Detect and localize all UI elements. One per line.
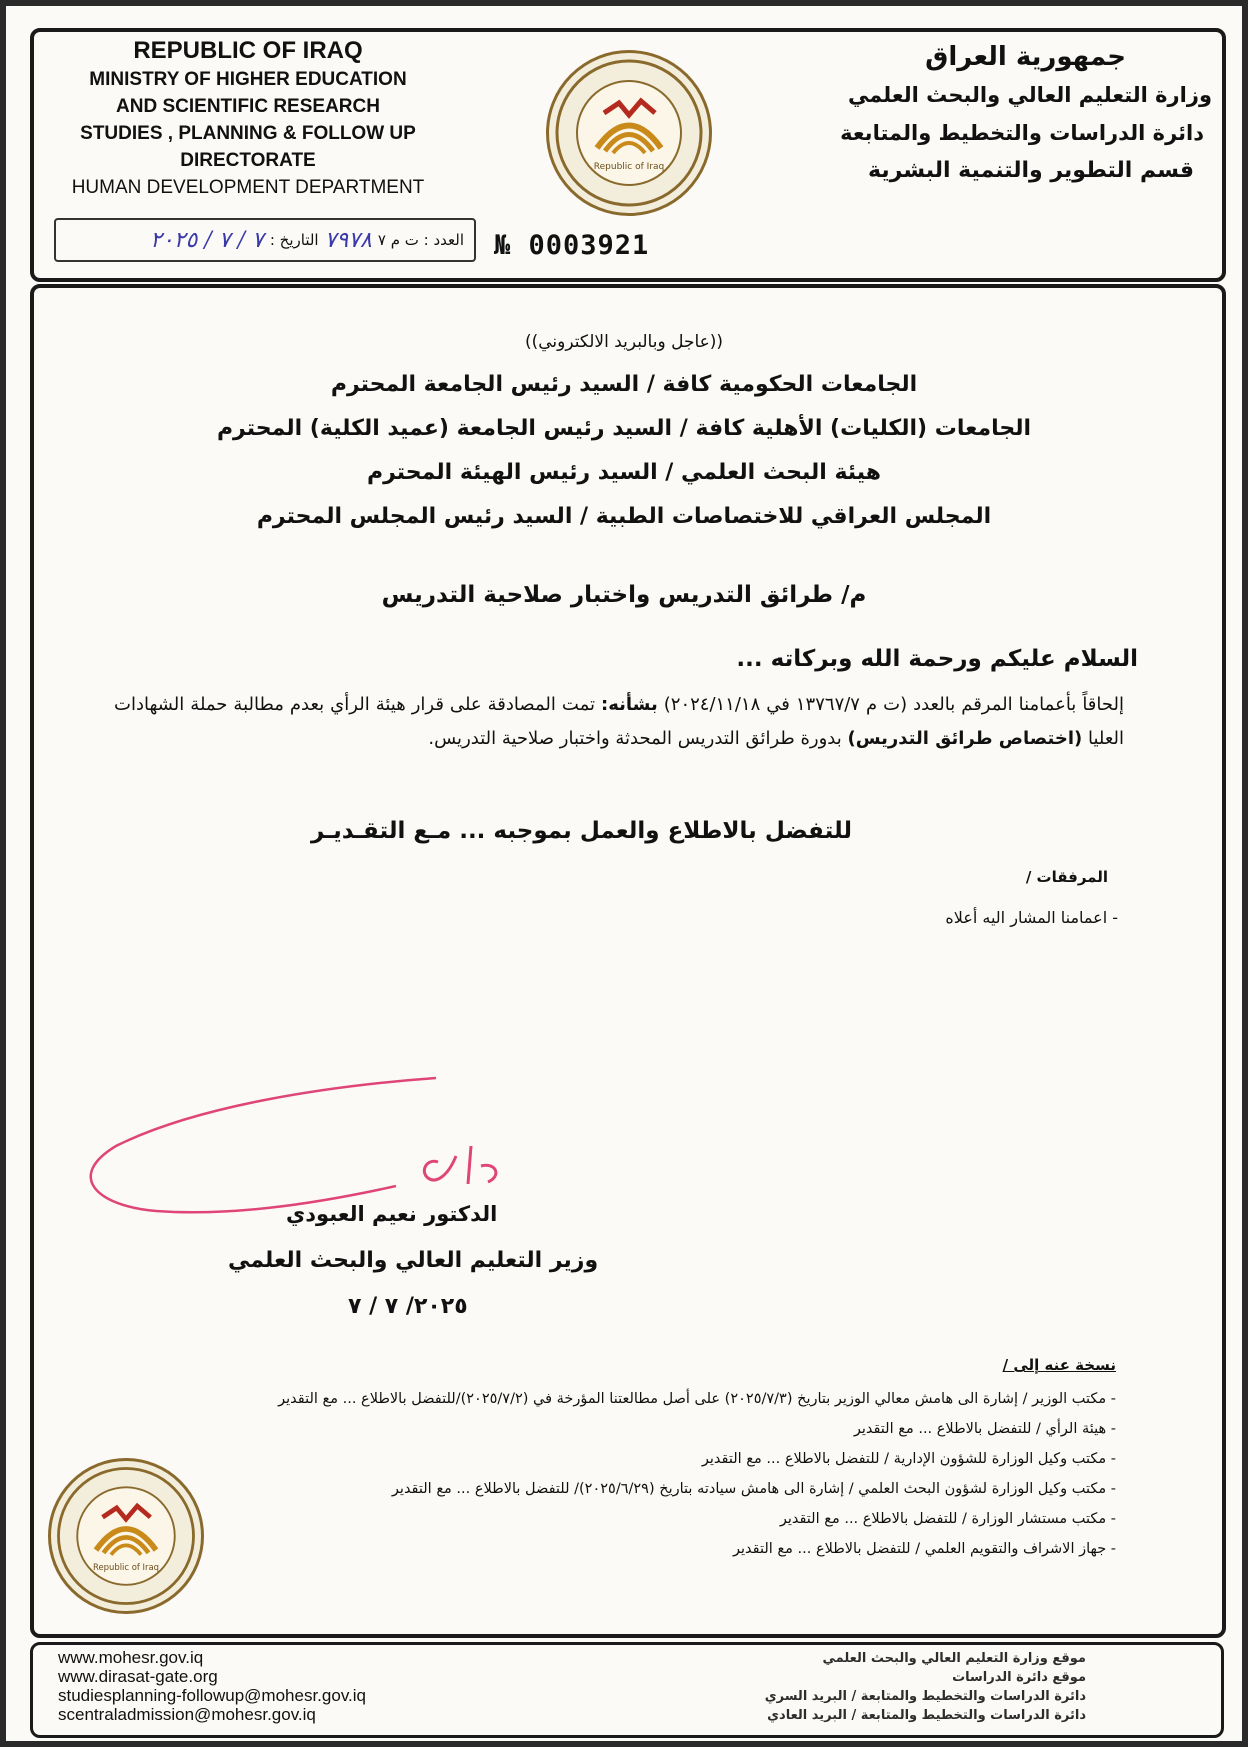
footer-link-2[interactable]: www.dirasat-gate.org	[58, 1667, 218, 1686]
cc-item: - جهاز الاشراف والتقويم العلمي / للتفضل بالاطلاع ... مع التقدير	[116, 1534, 1116, 1564]
serial-number: № 0003921	[494, 230, 650, 261]
date-label: التاريخ :	[269, 231, 319, 249]
signer-title: وزير التعليم العالي والبحث العلمي	[228, 1248, 599, 1273]
footer-arabic	[765, 1649, 1086, 1725]
footer-ar-2: موقع دائرة الدراسات	[952, 1670, 1086, 1685]
english-letterhead	[38, 36, 458, 201]
body-part-1: إلحاقاً بأعمامنا المرقم بالعدد (ت م ١٣٧٦٧/٧ في ٢٠٢٤/١١/١٨)	[663, 694, 1124, 715]
subject-line: م/ طرائق التدريس واختبار صلاحية التدريس	[381, 582, 867, 608]
en-line-5: HUMAN DEVELOPMENT DEPARTMENT	[71, 177, 425, 198]
addressee-4: المجلس العراقي للاختصاصات الطبية / السيد رئيس المجلس المحترم	[256, 504, 992, 529]
ar-line-4: قسم التطوير والتنمية البشرية	[868, 158, 1194, 183]
en-line-3: AND SCIENTIFIC RESEARCH	[116, 96, 380, 117]
body-paragraph	[114, 688, 1124, 756]
footer-links	[58, 1648, 366, 1724]
ref-number: ٧٩٧٨	[324, 227, 372, 253]
attachments-label: المرفقات /	[1025, 868, 1108, 886]
body-part-3: تمت المصادقة على قرار هيئة الرأي بعدم مطالبة حملة الشهادات العليا	[114, 694, 1124, 749]
footer-ar-3: دائرة الدراسات والتخطيط والمتابعة / البريد السري	[764, 1689, 1086, 1704]
footer-link-4[interactable]: scentraladmission@mohesr.gov.iq	[58, 1705, 316, 1724]
footer-ar-1: موقع وزارة التعليم العالي والبحث العلمي	[822, 1651, 1086, 1666]
ministry-seal-icon	[48, 1458, 204, 1614]
signature-date: ٢٠٢٥/ ٧ / ٧	[348, 1294, 468, 1319]
document-page	[6, 6, 1242, 1741]
signer-name: الدكتور نعيم العبودي	[286, 1202, 498, 1226]
reference-box	[54, 218, 476, 262]
en-line-2: MINISTRY OF HIGHER EDUCATION	[89, 69, 407, 90]
footer-link-3[interactable]: studiesplanning-followup@mohesr.gov.iq	[58, 1686, 367, 1705]
body-part-5: بدورة طرائق التدريس المحدثة واختبار صلاحية التدريس.	[428, 728, 842, 749]
ministry-seal-icon	[546, 50, 712, 216]
cc-item: - مكتب مستشار الوزارة / للتفضل بالاطلاع ... مع التقدير	[116, 1504, 1116, 1534]
ar-line-3: دائرة الدراسات والتخطيط والمتابعة	[840, 121, 1204, 145]
cc-item: - هيئة الرأي / للتفضل بالاطلاع ... مع التقدير	[116, 1414, 1116, 1444]
body-part-2: بشأنه:	[601, 694, 658, 715]
urgent-note: ((عاجل وبالبريد الالكتروني))	[524, 332, 724, 352]
body-part-4: (اختصاص طرائق التدريس)	[847, 728, 1083, 749]
closing-line: للتفضل بالاطلاع والعمل بموجبه ... مـع التقـديـر	[310, 818, 852, 844]
addressee-3: هيئة البحث العلمي / السيد رئيس الهيئة المحترم	[366, 460, 882, 485]
date-value: ٧ / ٧ / ٢٠٢٥	[150, 227, 264, 253]
arabic-letterhead	[782, 38, 1212, 190]
greeting: السلام عليكم ورحمة الله وبركاته ...	[736, 646, 1138, 672]
en-line-1: REPUBLIC OF IRAQ	[133, 37, 363, 64]
ar-line-2: وزارة التعليم العالي والبحث العلمي	[847, 83, 1212, 107]
cc-item: - مكتب الوزير / إشارة الى هامش معالي الوزير بتاريخ (٢٠٢٥/٧/٣) على أصل مطالعتنا المؤرخة في (٢٠٢٥/٧/٢)/للتفضل بالاطلاع ... مع التقدير	[116, 1384, 1116, 1414]
seal-text: Republic of Iraq	[593, 162, 665, 172]
cc-item: - مكتب وكيل الوزارة للشؤون الإدارية / للتفضل بالاطلاع ... مع التقدير	[116, 1444, 1116, 1474]
cc-list	[116, 1384, 1116, 1564]
addressee-2: الجامعات (الكليات) الأهلية كافة / السيد رئيس الجامعة (عميد الكلية) المحترم	[216, 416, 1032, 441]
addressee-1: الجامعات الحكومية كافة / السيد رئيس الجامعة المحترم	[330, 372, 918, 397]
footer-ar-4: دائرة الدراسات والتخطيط والمتابعة / البريد العادي	[767, 1708, 1086, 1723]
footer-link-1[interactable]: www.mohesr.gov.iq	[58, 1648, 204, 1667]
en-line-4: STUDIES , PLANNING & FOLLOW UP DIRECTORATE	[80, 123, 416, 171]
ar-line-1: جمهورية العراق	[925, 42, 1126, 72]
cc-label: نسخة عنه إلى /	[1002, 1356, 1116, 1374]
attachment-item: - اعمامنا المشار اليه أعلاه	[945, 908, 1118, 927]
cc-item: - مكتب وكيل الوزارة لشؤون البحث العلمي / إشارة الى هامش سيادته بتاريخ (٢٠٢٥/٦/٢٩)/ للتفضل بالاطلاع ... مع التقدير	[116, 1474, 1116, 1504]
seal-text: Republic of Iraq	[93, 1561, 159, 1572]
ref-label: العدد : ت م ٧	[377, 231, 464, 249]
